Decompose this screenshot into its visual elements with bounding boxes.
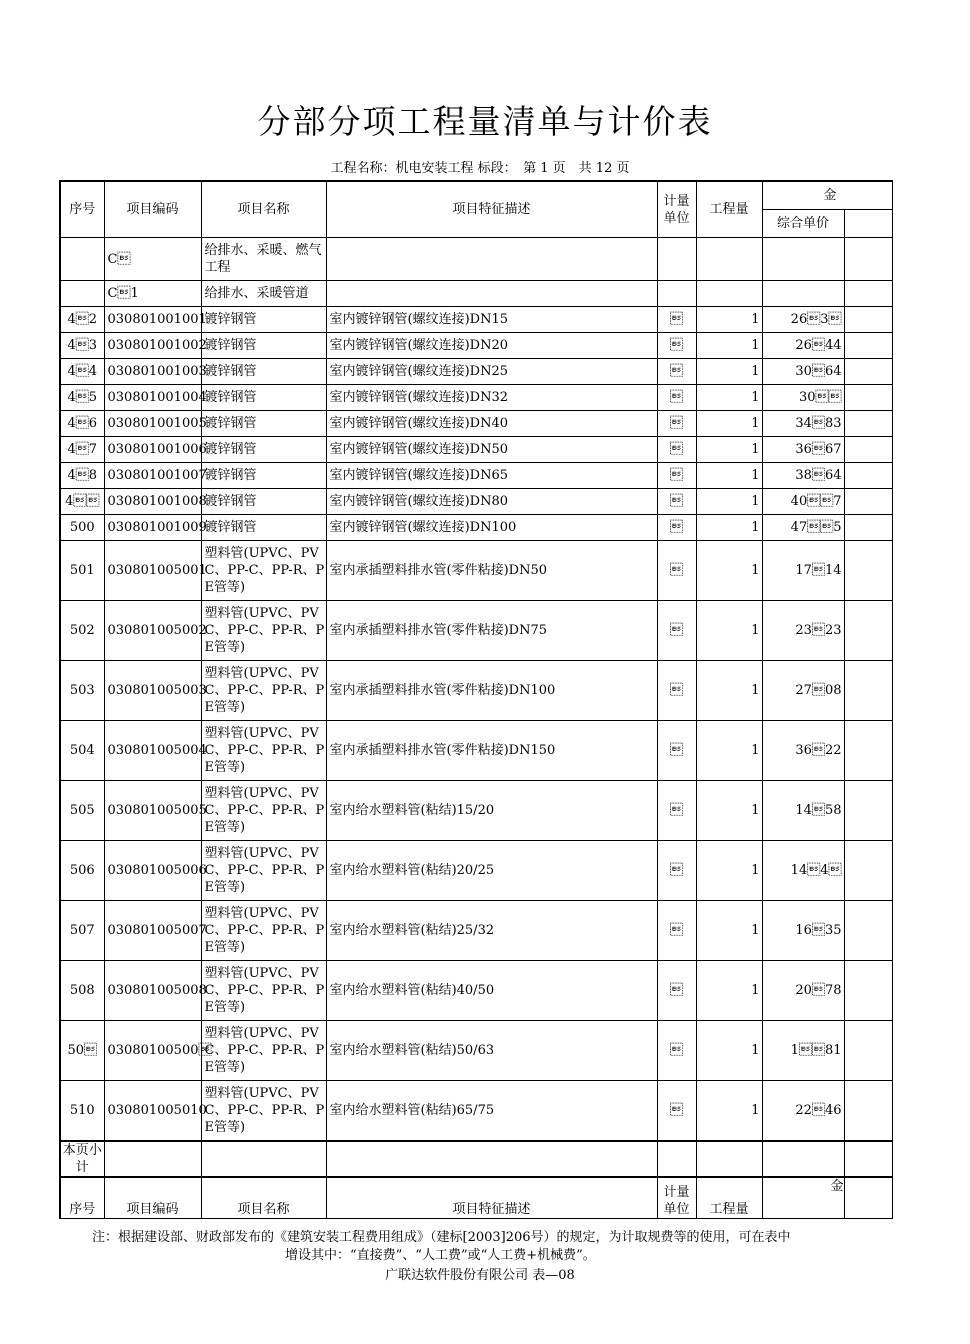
row-qty: 1 xyxy=(696,489,762,515)
row-seq: 503 xyxy=(60,661,104,721)
section-name: 给排水、采暖管道 xyxy=(201,281,326,307)
row-total xyxy=(844,333,892,359)
row-code: 030801005008 xyxy=(104,961,201,1021)
row-unit-price: 407 xyxy=(762,489,844,515)
row-seq: 505 xyxy=(60,781,104,841)
row-code: 030801005002 xyxy=(104,601,201,661)
row-seq: 45 xyxy=(60,385,104,411)
row-seq: 46 xyxy=(60,411,104,437)
row-total xyxy=(844,463,892,489)
subtotal-cell xyxy=(326,1141,657,1177)
section-price xyxy=(762,281,844,307)
row-total xyxy=(844,489,892,515)
subtotal-row xyxy=(60,1141,892,1177)
row-unit:  xyxy=(657,437,696,463)
row-unit:  xyxy=(657,385,696,411)
subtotal-cell xyxy=(696,1141,762,1177)
row-name: 镀锌钢管 xyxy=(201,489,326,515)
row-qty: 1 xyxy=(696,515,762,541)
row-unit:  xyxy=(657,1021,696,1081)
row-total xyxy=(844,1021,892,1081)
row-desc: 室内镀锌钢管(螺纹连接)DN50 xyxy=(326,437,657,463)
row-unit-price: 475 xyxy=(762,515,844,541)
bill-table-frame xyxy=(59,180,859,1217)
row-code: 030801001004 xyxy=(104,385,201,411)
row-name: 镀锌钢管 xyxy=(201,385,326,411)
row-code: 030801005006 xyxy=(104,841,201,901)
table-row xyxy=(60,1021,892,1081)
section-name: 给排水、采暖、燃气工程 xyxy=(201,238,326,281)
header-unit: 计量单位 xyxy=(657,181,696,238)
row-unit:  xyxy=(657,489,696,515)
row-unit:  xyxy=(657,781,696,841)
row-desc: 室内给水塑料管(粘结)25/32 xyxy=(326,901,657,961)
row-total xyxy=(844,1081,892,1142)
row-desc: 室内镀锌钢管(螺纹连接)DN20 xyxy=(326,333,657,359)
row-desc: 室内承插塑料排水管(零件粘接)DN75 xyxy=(326,601,657,661)
row-code: 030801001007 xyxy=(104,463,201,489)
row-unit:  xyxy=(657,307,696,333)
row-seq: 43 xyxy=(60,333,104,359)
row-unit:  xyxy=(657,601,696,661)
row-code: 030801001003 xyxy=(104,359,201,385)
row-total xyxy=(844,515,892,541)
row-qty: 1 xyxy=(696,385,762,411)
row-qty: 1 xyxy=(696,661,762,721)
table-row xyxy=(60,541,892,601)
row-desc: 室内承插塑料排水管(零件粘接)DN150 xyxy=(326,721,657,781)
row-unit-price: 2708 xyxy=(762,661,844,721)
row-unit:  xyxy=(657,515,696,541)
row-name: 塑料管(UPVC、PVC、PP-C、PP-R、PE管等) xyxy=(201,901,326,961)
table-row xyxy=(60,385,892,411)
section-unit xyxy=(657,281,696,307)
header-desc: 项目特征描述 xyxy=(326,181,657,238)
row-unit:  xyxy=(657,721,696,781)
row-qty: 1 xyxy=(696,359,762,385)
row-desc: 室内给水塑料管(粘结)15/20 xyxy=(326,781,657,841)
row-name: 镀锌钢管 xyxy=(201,437,326,463)
row-qty: 1 xyxy=(696,1021,762,1081)
row-desc: 室内镀锌钢管(螺纹连接)DN15 xyxy=(326,307,657,333)
row-code: 03080100500 xyxy=(104,1021,201,1081)
row-unit-price: 2644 xyxy=(762,333,844,359)
row-total xyxy=(844,385,892,411)
header-money-sub xyxy=(844,210,892,238)
table-row xyxy=(60,359,892,385)
table-row xyxy=(60,841,892,901)
table-row xyxy=(60,721,892,781)
section-total xyxy=(844,281,892,307)
row-desc: 室内给水塑料管(粘结)20/25 xyxy=(326,841,657,901)
row-unit:  xyxy=(657,901,696,961)
row-unit:  xyxy=(657,661,696,721)
row-code: 030801001001 xyxy=(104,307,201,333)
project-info: 工程名称：机电安装工程 标段： 第 1 页 共 12 页 xyxy=(330,161,630,176)
row-name: 塑料管(UPVC、PVC、PP-C、PP-R、PE管等) xyxy=(201,1081,326,1142)
row-desc: 室内镀锌钢管(螺纹连接)DN100 xyxy=(326,515,657,541)
row-qty: 1 xyxy=(696,841,762,901)
row-qty: 1 xyxy=(696,437,762,463)
section-desc xyxy=(326,281,657,307)
section-code: C xyxy=(104,238,201,281)
repeat-header-row xyxy=(60,1177,892,1219)
note-line-1: 注：根据建设部、财政部发布的《建筑安装工程费用组成》（建标[2003]206号）的规定，为计取规费等的使用，可在表中 xyxy=(92,1230,791,1245)
row-unit-price: 181 xyxy=(762,1021,844,1081)
row-seq: 508 xyxy=(60,961,104,1021)
section-qty xyxy=(696,238,762,281)
row-unit:  xyxy=(657,541,696,601)
row-name: 镀锌钢管 xyxy=(201,333,326,359)
row-total xyxy=(844,359,892,385)
row-desc: 室内镀锌钢管(螺纹连接)DN25 xyxy=(326,359,657,385)
row-total xyxy=(844,901,892,961)
row-code: 030801005005 xyxy=(104,781,201,841)
row-code: 030801001006 xyxy=(104,437,201,463)
row-desc: 室内镀锌钢管(螺纹连接)DN80 xyxy=(326,489,657,515)
row-code: 030801005010 xyxy=(104,1081,201,1142)
row-unit-price: 2246 xyxy=(762,1081,844,1142)
row-desc: 室内镀锌钢管(螺纹连接)DN40 xyxy=(326,411,657,437)
row-total xyxy=(844,961,892,1021)
row-seq: 502 xyxy=(60,601,104,661)
row-code: 030801005007 xyxy=(104,901,201,961)
row-seq: 47 xyxy=(60,437,104,463)
row-name: 镀锌钢管 xyxy=(201,463,326,489)
header-money xyxy=(762,181,892,210)
repeat-header-qty: 工程量 xyxy=(696,1177,762,1219)
note-line-2: 增设其中：“直接费”、“人工费”或“人工费+机械费”。 xyxy=(285,1248,596,1263)
bill-table xyxy=(59,180,893,1219)
row-qty: 1 xyxy=(696,1081,762,1142)
subtotal-cell xyxy=(844,1141,892,1177)
row-unit:  xyxy=(657,359,696,385)
row-code: 030801001009 xyxy=(104,515,201,541)
row-unit-price: 144 xyxy=(762,841,844,901)
table-row xyxy=(60,307,892,333)
row-qty: 1 xyxy=(696,961,762,1021)
row-qty: 1 xyxy=(696,721,762,781)
row-unit:  xyxy=(657,1081,696,1142)
row-code: 030801005001 xyxy=(104,541,201,601)
row-unit-price: 2323 xyxy=(762,601,844,661)
subtotal-cell xyxy=(657,1141,696,1177)
row-name: 镀锌钢管 xyxy=(201,307,326,333)
repeat-header-name: 项目名称 xyxy=(201,1177,326,1219)
row-seq: 48 xyxy=(60,463,104,489)
header-qty: 工程量 xyxy=(696,181,762,238)
row-unit-price: 3064 xyxy=(762,359,844,385)
row-desc: 室内镀锌钢管(螺纹连接)DN32 xyxy=(326,385,657,411)
subtotal-cell xyxy=(201,1141,326,1177)
table-row xyxy=(60,437,892,463)
row-name: 镀锌钢管 xyxy=(201,359,326,385)
row-seq: 501 xyxy=(60,541,104,601)
row-desc: 室内承插塑料排水管(零件粘接)DN100 xyxy=(326,661,657,721)
row-unit-price: 1635 xyxy=(762,901,844,961)
repeat-header-blank xyxy=(844,1177,892,1219)
table-row xyxy=(60,661,892,721)
row-seq: 42 xyxy=(60,307,104,333)
row-qty: 1 xyxy=(696,463,762,489)
row-name: 塑料管(UPVC、PVC、PP-C、PP-R、PE管等) xyxy=(201,841,326,901)
table-row xyxy=(60,463,892,489)
section-code: C1 xyxy=(104,281,201,307)
row-name: 塑料管(UPVC、PVC、PP-C、PP-R、PE管等) xyxy=(201,781,326,841)
header-money-label: 金 xyxy=(823,188,837,203)
row-name: 镀锌钢管 xyxy=(201,411,326,437)
row-code: 030801005003 xyxy=(104,661,201,721)
row-seq: 504 xyxy=(60,721,104,781)
row-seq: 500 xyxy=(60,515,104,541)
page-title: 分部分项工程量清单与计价表 xyxy=(257,102,713,141)
section-unit xyxy=(657,238,696,281)
row-qty: 1 xyxy=(696,333,762,359)
row-total xyxy=(844,601,892,661)
row-unit-price: 3483 xyxy=(762,411,844,437)
row-name: 塑料管(UPVC、PVC、PP-C、PP-R、PE管等) xyxy=(201,541,326,601)
table-row xyxy=(60,411,892,437)
subtotal-cell xyxy=(762,1141,844,1177)
row-unit-price: 2078 xyxy=(762,961,844,1021)
subtotal-cell xyxy=(104,1141,201,1177)
row-name: 塑料管(UPVC、PVC、PP-C、PP-R、PE管等) xyxy=(201,961,326,1021)
row-code: 030801001005 xyxy=(104,411,201,437)
row-desc: 室内给水塑料管(粘结)50/63 xyxy=(326,1021,657,1081)
subtotal-label: 本页小计 xyxy=(60,1141,104,1177)
row-unit-price: 1458 xyxy=(762,781,844,841)
row-name: 塑料管(UPVC、PVC、PP-C、PP-R、PE管等) xyxy=(201,721,326,781)
repeat-header-code: 项目编码 xyxy=(104,1177,201,1219)
footer-text: 广联达软件股份有限公司 表—08 xyxy=(385,1268,575,1283)
row-unit-price: 3667 xyxy=(762,437,844,463)
section-price xyxy=(762,238,844,281)
header-name: 项目名称 xyxy=(201,181,326,238)
row-desc: 室内承插塑料排水管(零件粘接)DN50 xyxy=(326,541,657,601)
table-row xyxy=(60,1081,892,1142)
row-name: 塑料管(UPVC、PVC、PP-C、PP-R、PE管等) xyxy=(201,601,326,661)
section-seq xyxy=(60,281,104,307)
header-unit-price: 综合单价 xyxy=(762,210,844,238)
section-seq xyxy=(60,238,104,281)
row-total xyxy=(844,541,892,601)
row-desc: 室内给水塑料管(粘结)65/75 xyxy=(326,1081,657,1142)
row-desc: 室内镀锌钢管(螺纹连接)DN65 xyxy=(326,463,657,489)
row-total xyxy=(844,411,892,437)
row-unit-price: 30 xyxy=(762,385,844,411)
row-seq: 50 xyxy=(60,1021,104,1081)
repeat-header-desc: 项目特征描述 xyxy=(326,1177,657,1219)
section-total xyxy=(844,238,892,281)
table-row xyxy=(60,781,892,841)
row-total xyxy=(844,437,892,463)
row-seq: 4 xyxy=(60,489,104,515)
row-total xyxy=(844,841,892,901)
row-unit:  xyxy=(657,961,696,1021)
row-total xyxy=(844,721,892,781)
row-desc: 室内给水塑料管(粘结)40/50 xyxy=(326,961,657,1021)
row-unit:  xyxy=(657,411,696,437)
row-code: 030801005004 xyxy=(104,721,201,781)
row-code: 030801001002 xyxy=(104,333,201,359)
row-qty: 1 xyxy=(696,411,762,437)
table-row xyxy=(60,601,892,661)
row-qty: 1 xyxy=(696,901,762,961)
table-row xyxy=(60,489,892,515)
table-row xyxy=(60,901,892,961)
row-qty: 1 xyxy=(696,307,762,333)
header-seq: 序号 xyxy=(60,181,104,238)
repeat-header-money: 金 xyxy=(762,1177,844,1219)
section-desc xyxy=(326,238,657,281)
row-unit:  xyxy=(657,333,696,359)
section-qty xyxy=(696,281,762,307)
row-name: 镀锌钢管 xyxy=(201,515,326,541)
row-qty: 1 xyxy=(696,781,762,841)
row-total xyxy=(844,307,892,333)
row-unit-price: 3864 xyxy=(762,463,844,489)
row-name: 塑料管(UPVC、PVC、PP-C、PP-R、PE管等) xyxy=(201,1021,326,1081)
row-qty: 1 xyxy=(696,601,762,661)
repeat-header-seq: 序号 xyxy=(60,1177,104,1219)
row-seq: 506 xyxy=(60,841,104,901)
row-unit:  xyxy=(657,841,696,901)
row-unit-price: 3622 xyxy=(762,721,844,781)
repeat-header-unit: 计量单位 xyxy=(657,1177,696,1219)
table-row xyxy=(60,515,892,541)
row-seq: 44 xyxy=(60,359,104,385)
row-name: 塑料管(UPVC、PVC、PP-C、PP-R、PE管等) xyxy=(201,661,326,721)
row-unit-price: 1714 xyxy=(762,541,844,601)
row-total xyxy=(844,661,892,721)
row-seq: 507 xyxy=(60,901,104,961)
table-row xyxy=(60,333,892,359)
row-qty: 1 xyxy=(696,541,762,601)
table-row xyxy=(60,961,892,1021)
header-code: 项目编码 xyxy=(104,181,201,238)
row-seq: 510 xyxy=(60,1081,104,1142)
row-unit:  xyxy=(657,463,696,489)
row-total xyxy=(844,781,892,841)
row-unit-price: 263 xyxy=(762,307,844,333)
row-code: 030801001008 xyxy=(104,489,201,515)
